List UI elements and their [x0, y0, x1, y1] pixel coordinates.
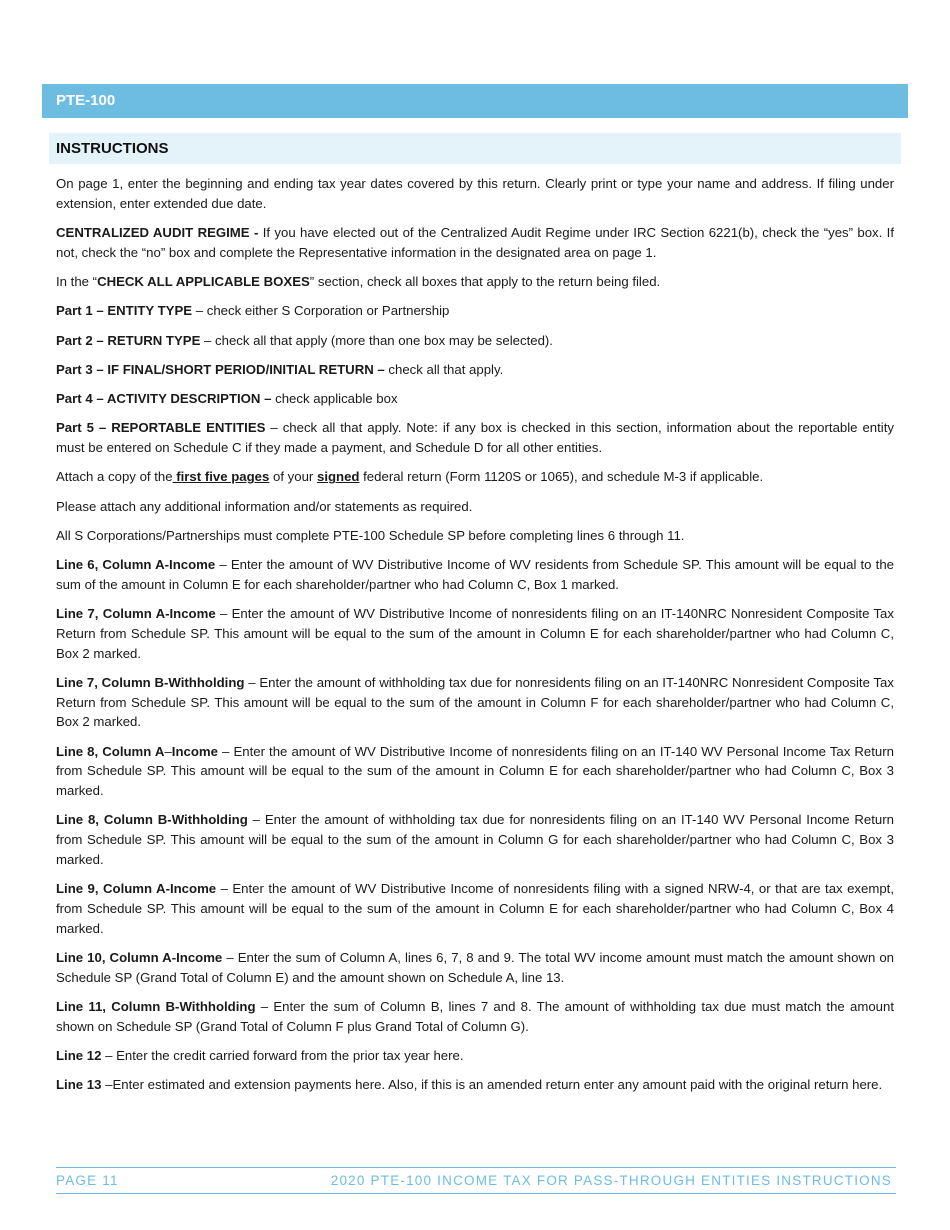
line-9-paragraph: Line 9, Column A-Income – Enter the amount of WV Distributive Income of nonresidents filing with a signed NRW-4, or that are tax exempt, from Schedule SP. This amount will be equal to the sum of the amount in Column E for each shareholder/partner who had Column C, Box 4 marked. — [56, 881, 894, 936]
part-5-paragraph: Part 5 – REPORTABLE ENTITIES – check all that apply. Note: if any box is checked in this section, information about the reportable entity must be entered on Schedule C if they made a payment, and Schedule D for all other entities. — [56, 420, 894, 456]
line-11-paragraph: Line 11, Column B-Withholding – Enter the sum of Column B, lines 7 and 8. The amount of withholding tax due must match the amount shown on Schedule SP (Grand Total of Column F plus Grand Total of Column G). — [56, 998, 894, 1034]
line-8b-paragraph: Line 8, Column B-Withholding – Enter the amount of withholding tax due for nonresidents filing on an IT-140 WV Personal Income Return from Schedule SP. This amount will be equal to the sum of the amount in Column G for each shareholder/partner who had Column C, Box 3 marked. — [56, 812, 894, 867]
footer-divider-bottom — [56, 1193, 896, 1194]
instructions-body — [56, 174, 894, 1104]
section-title: INSTRUCTIONS — [56, 140, 169, 157]
section-heading — [49, 133, 901, 164]
line-13-paragraph: Line 13 –Enter estimated and extension payments here. Also, if this is an amended return enter any amount paid with the original return here. — [56, 1077, 883, 1093]
footer-page-number: PAGE 11 — [56, 1173, 119, 1188]
footer-divider-top — [56, 1167, 896, 1168]
form-id: PTE-100 — [56, 92, 116, 109]
part-2-paragraph: Part 2 – RETURN TYPE – check all that apply (more than one box may be selected). — [56, 332, 553, 348]
part-4-paragraph: Part 4 – ACTIVITY DESCRIPTION – check applicable box — [56, 391, 398, 407]
additional-info-paragraph: Please attach any additional information and/or statements as required. — [56, 498, 473, 514]
centralized-audit-paragraph: CENTRALIZED AUDIT REGIME - If you have elected out of the Centralized Audit Regime under IRC Section 6221(b), check the “yes” box. If not, check the “no” box and complete the Representative information in the designated area on page 1. — [56, 225, 895, 260]
check-boxes-paragraph: In the “CHECK ALL APPLICABLE BOXES” section, check all boxes that apply to the return being filed. — [56, 274, 661, 289]
schedule-sp-paragraph: All S Corporations/Partnerships must complete PTE-100 Schedule SP before completing lines 6 through 11. — [56, 528, 685, 544]
line-12-paragraph: Line 12 – Enter the credit carried forward from the prior tax year here. — [56, 1047, 464, 1063]
line-6-paragraph: Line 6, Column A-Income – Enter the amount of WV Distributive Income of WV residents from Schedule SP. This amount will be equal to the sum of the amount in Column E for each shareholder/partner who had Column C, Box 1 marked. — [56, 557, 894, 593]
line-7b-paragraph: Line 7, Column B-Withholding – Enter the amount of withholding tax due for nonresidents filing on an IT-140NRC Nonresident Composite Tax Return from Schedule SP. This amount will be equal to the sum of the amount in Column F for each shareholder/partner who had Column C, Box 2 marked. — [56, 675, 894, 730]
intro-paragraph: On page 1, enter the beginning and ending tax year dates covered by this return. Clearly print or type your name and address. If filing under extension, enter extended due date. — [56, 176, 894, 211]
footer-document-title: 2020 PTE-100 INCOME TAX FOR PASS-THROUGH ENTITIES INSTRUCTIONS — [330, 1173, 892, 1188]
part-1-paragraph: Part 1 – ENTITY TYPE – check either S Corporation or Partnership — [56, 303, 450, 319]
line-7a-paragraph: Line 7, Column A-Income – Enter the amount of WV Distributive Income of nonresidents filing on an IT-140NRC Nonresident Composite Tax Return from Schedule SP. This amount will be equal to the sum of the amount in Column E for each shareholder/partner who had Column C, Box 2 marked. — [56, 606, 894, 661]
attach-paragraph: Attach a copy of the first five pages of your signed federal return (Form 1120S or 1065), and schedule M-3 if applicable. — [56, 469, 764, 485]
line-8a-paragraph: Line 8, Column A–Income – Enter the amount of WV Distributive Income of nonresidents filing on an IT-140 WV Personal Income Tax Return from Schedule SP. This amount will be equal to the sum of the amount in Column E for each shareholder/partner who had Column C, Box 3 marked. — [56, 743, 894, 799]
line-10-paragraph: Line 10, Column A-Income – Enter the sum of Column A, lines 6, 7, 8 and 9. The total WV income amount must match the amount shown on Schedule SP (Grand Total of Column E) and the amount shown on Schedule A, line 13. — [56, 949, 894, 985]
form-banner — [42, 84, 908, 118]
part-3-paragraph: Part 3 – IF FINAL/SHORT PERIOD/INITIAL RETURN – check all that apply. — [56, 361, 504, 377]
